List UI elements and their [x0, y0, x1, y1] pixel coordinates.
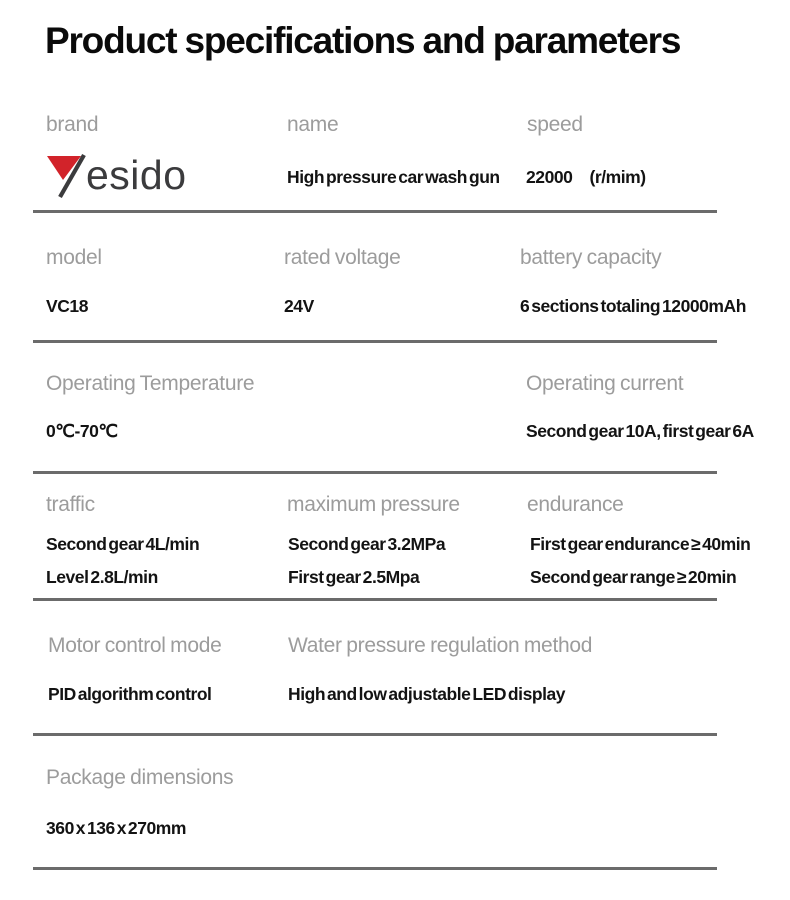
divider [33, 733, 717, 736]
label-maximum-pressure: maximum pressure [287, 493, 460, 516]
logo-wordmark: esido [86, 152, 187, 198]
page-title: Product specifications and parameters [45, 20, 681, 61]
value-battery-capacity: 6 sections totaling 12000mAh [520, 296, 746, 316]
label-operating-current: Operating current [526, 372, 684, 395]
value-rated-voltage: 24V [284, 296, 314, 316]
value-traffic-gear1: Level 2.8L/min [46, 567, 158, 587]
label-traffic: traffic [46, 493, 95, 516]
value-motor-control-mode: PID algorithm control [48, 684, 212, 704]
value-name: High pressure car wash gun [287, 167, 500, 187]
value-pressure-gear1: First gear 2.5Mpa [288, 567, 420, 587]
label-motor-control-mode: Motor control mode [48, 634, 222, 657]
label-operating-temperature: Operating Temperature [46, 372, 255, 395]
label-battery-capacity: battery capacity [520, 246, 662, 269]
value-water-pressure-regulation: High and low adjustable LED display [288, 684, 566, 704]
divider [33, 598, 717, 601]
label-water-pressure-regulation: Water pressure regulation method [288, 634, 593, 657]
label-name: name [287, 113, 339, 136]
label-model: model [46, 246, 102, 269]
label-speed: speed [527, 113, 583, 136]
label-endurance: endurance [527, 493, 624, 516]
value-model: VC18 [46, 296, 88, 316]
value-package-dimensions: 360 x 136 x 270mm [46, 818, 186, 838]
value-operating-temperature: 0℃-70℃ [46, 421, 118, 441]
value-operating-current: Second gear 10A, first gear 6A [526, 421, 754, 441]
value-traffic-gear2: Second gear 4L/min [46, 534, 200, 554]
label-package-dimensions: Package dimensions [46, 766, 234, 789]
value-pressure-gear2: Second gear 3.2MPa [288, 534, 446, 554]
brand-logo [45, 149, 195, 199]
divider [33, 210, 717, 213]
divider [33, 867, 717, 870]
value-speed: 22000 (r/mim) [526, 167, 646, 187]
divider [33, 471, 717, 474]
value-endurance-gear1: First gear endurance ≥ 40min [530, 534, 751, 554]
label-rated-voltage: rated voltage [284, 246, 401, 269]
value-endurance-gear2: Second gear range ≥ 20min [530, 567, 737, 587]
divider [33, 340, 717, 343]
label-brand: brand [46, 113, 99, 136]
